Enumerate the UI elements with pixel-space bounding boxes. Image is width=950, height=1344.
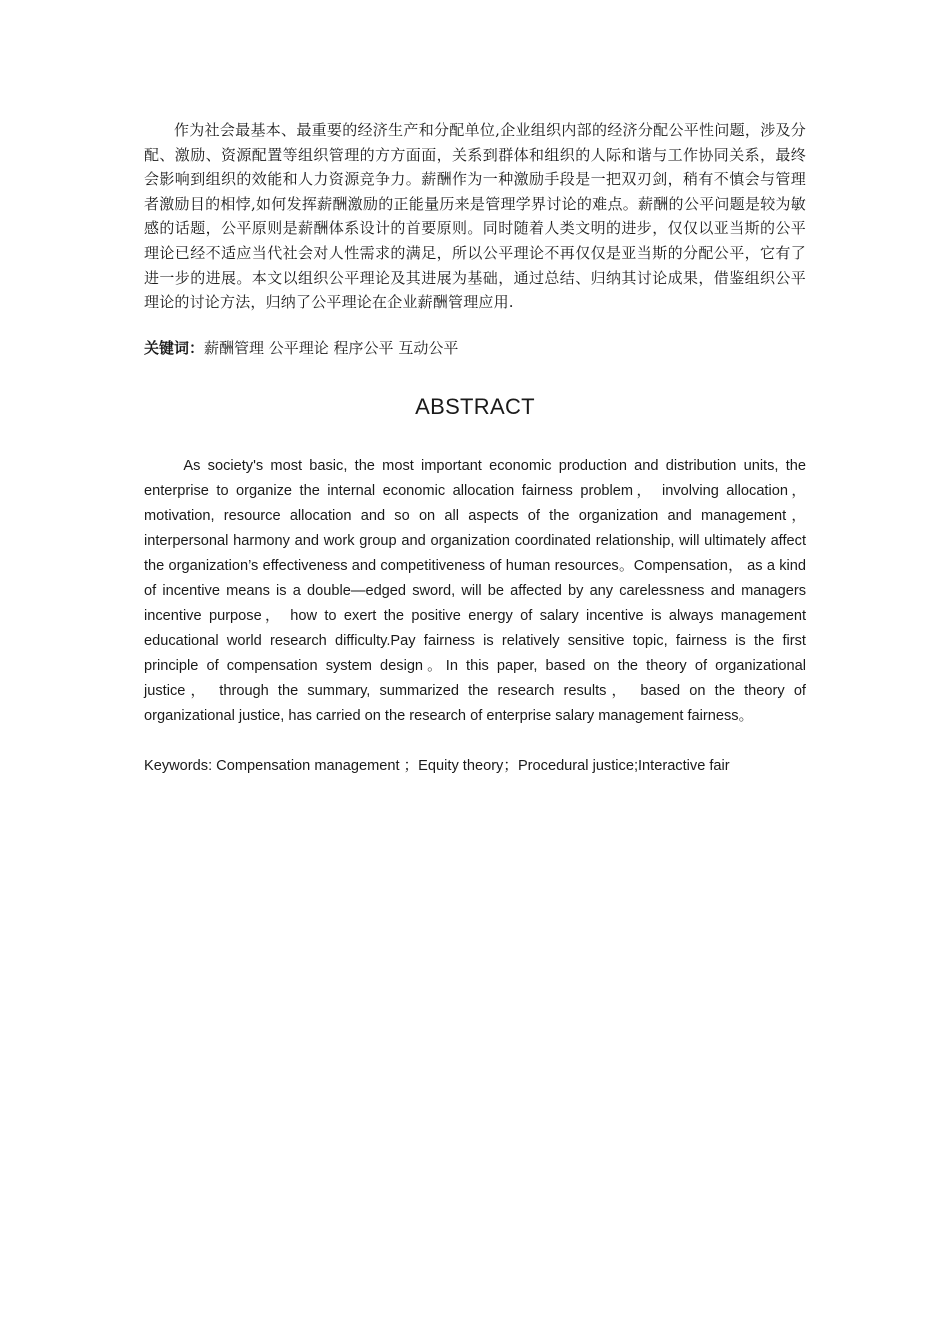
chinese-abstract-body: 作为社会最基本、最重要的经济生产和分配单位,企业组织内部的经济分配公平性问题，涉及分配、激励、资源配置等组织管理的方方面面，关系到群体和组织的人际和谐与工作协同关系，最终会影响到组织的效能和人力资源竞争力。薪酬作为一种激励手段是一把双刃剑，稍有不慎会与管理者激励目的相悖,如何发挥薪酬激励的正能量历来是管理学界讨论的难点。薪酬的公平问题是较为敏感的话题，公平原则是薪酬体系设计的首要原则。同时随着人类文明的进步，仅仅以亚当斯的公平理论已经不适应当代社会对人性需求的满足，所以公平理论不再仅仅是亚当斯的分配公平，它有了进一步的进展。本文以组织公平理论及其进展为基础，通过总结、归纳其讨论成果，借鉴组织公平理论的讨论方法，归纳了公平理论在企业薪酬管理应用. [144,121,806,312]
english-keywords: Keywords: Compensation management ；Equity theory；Procedural justice;Interactive fair [144,757,730,774]
document-page [144,118,806,778]
chinese-keywords-label: 关键词： [144,338,205,357]
chinese-keywords-list: 薪酬管理 公平理论 程序公平 互动公平 [204,338,459,357]
chinese-keywords [144,336,806,360]
english-abstract-body: As society's most basic, the most important economic production and distribution units, the enterprise to organize the internal economic allocation fairness problem， involving allocation，motivation, resource allocation and so on all aspects of the organization and management，interpersonal harmony and work group and organization coordinated relationship, will ultimately affect the organization’s effectiveness and competitiveness of human resources。Compensation， as a kind of incentive means is a double—edged sword, will be affected by any carelessness and managers incentive purpose， how to exert the positive energy of salary incentive is always management educational world research difficulty.Pay fairness is relatively sensitive topic, fairness is the first principle of compensation system design。In this paper, based on the theory of organizational justice， through the summary, summarized the research results， based on the theory of organizational justice, has carried on the research of enterprise salary management fairness。 [144,457,806,724]
abstract-heading: ABSTRACT [415,393,535,419]
